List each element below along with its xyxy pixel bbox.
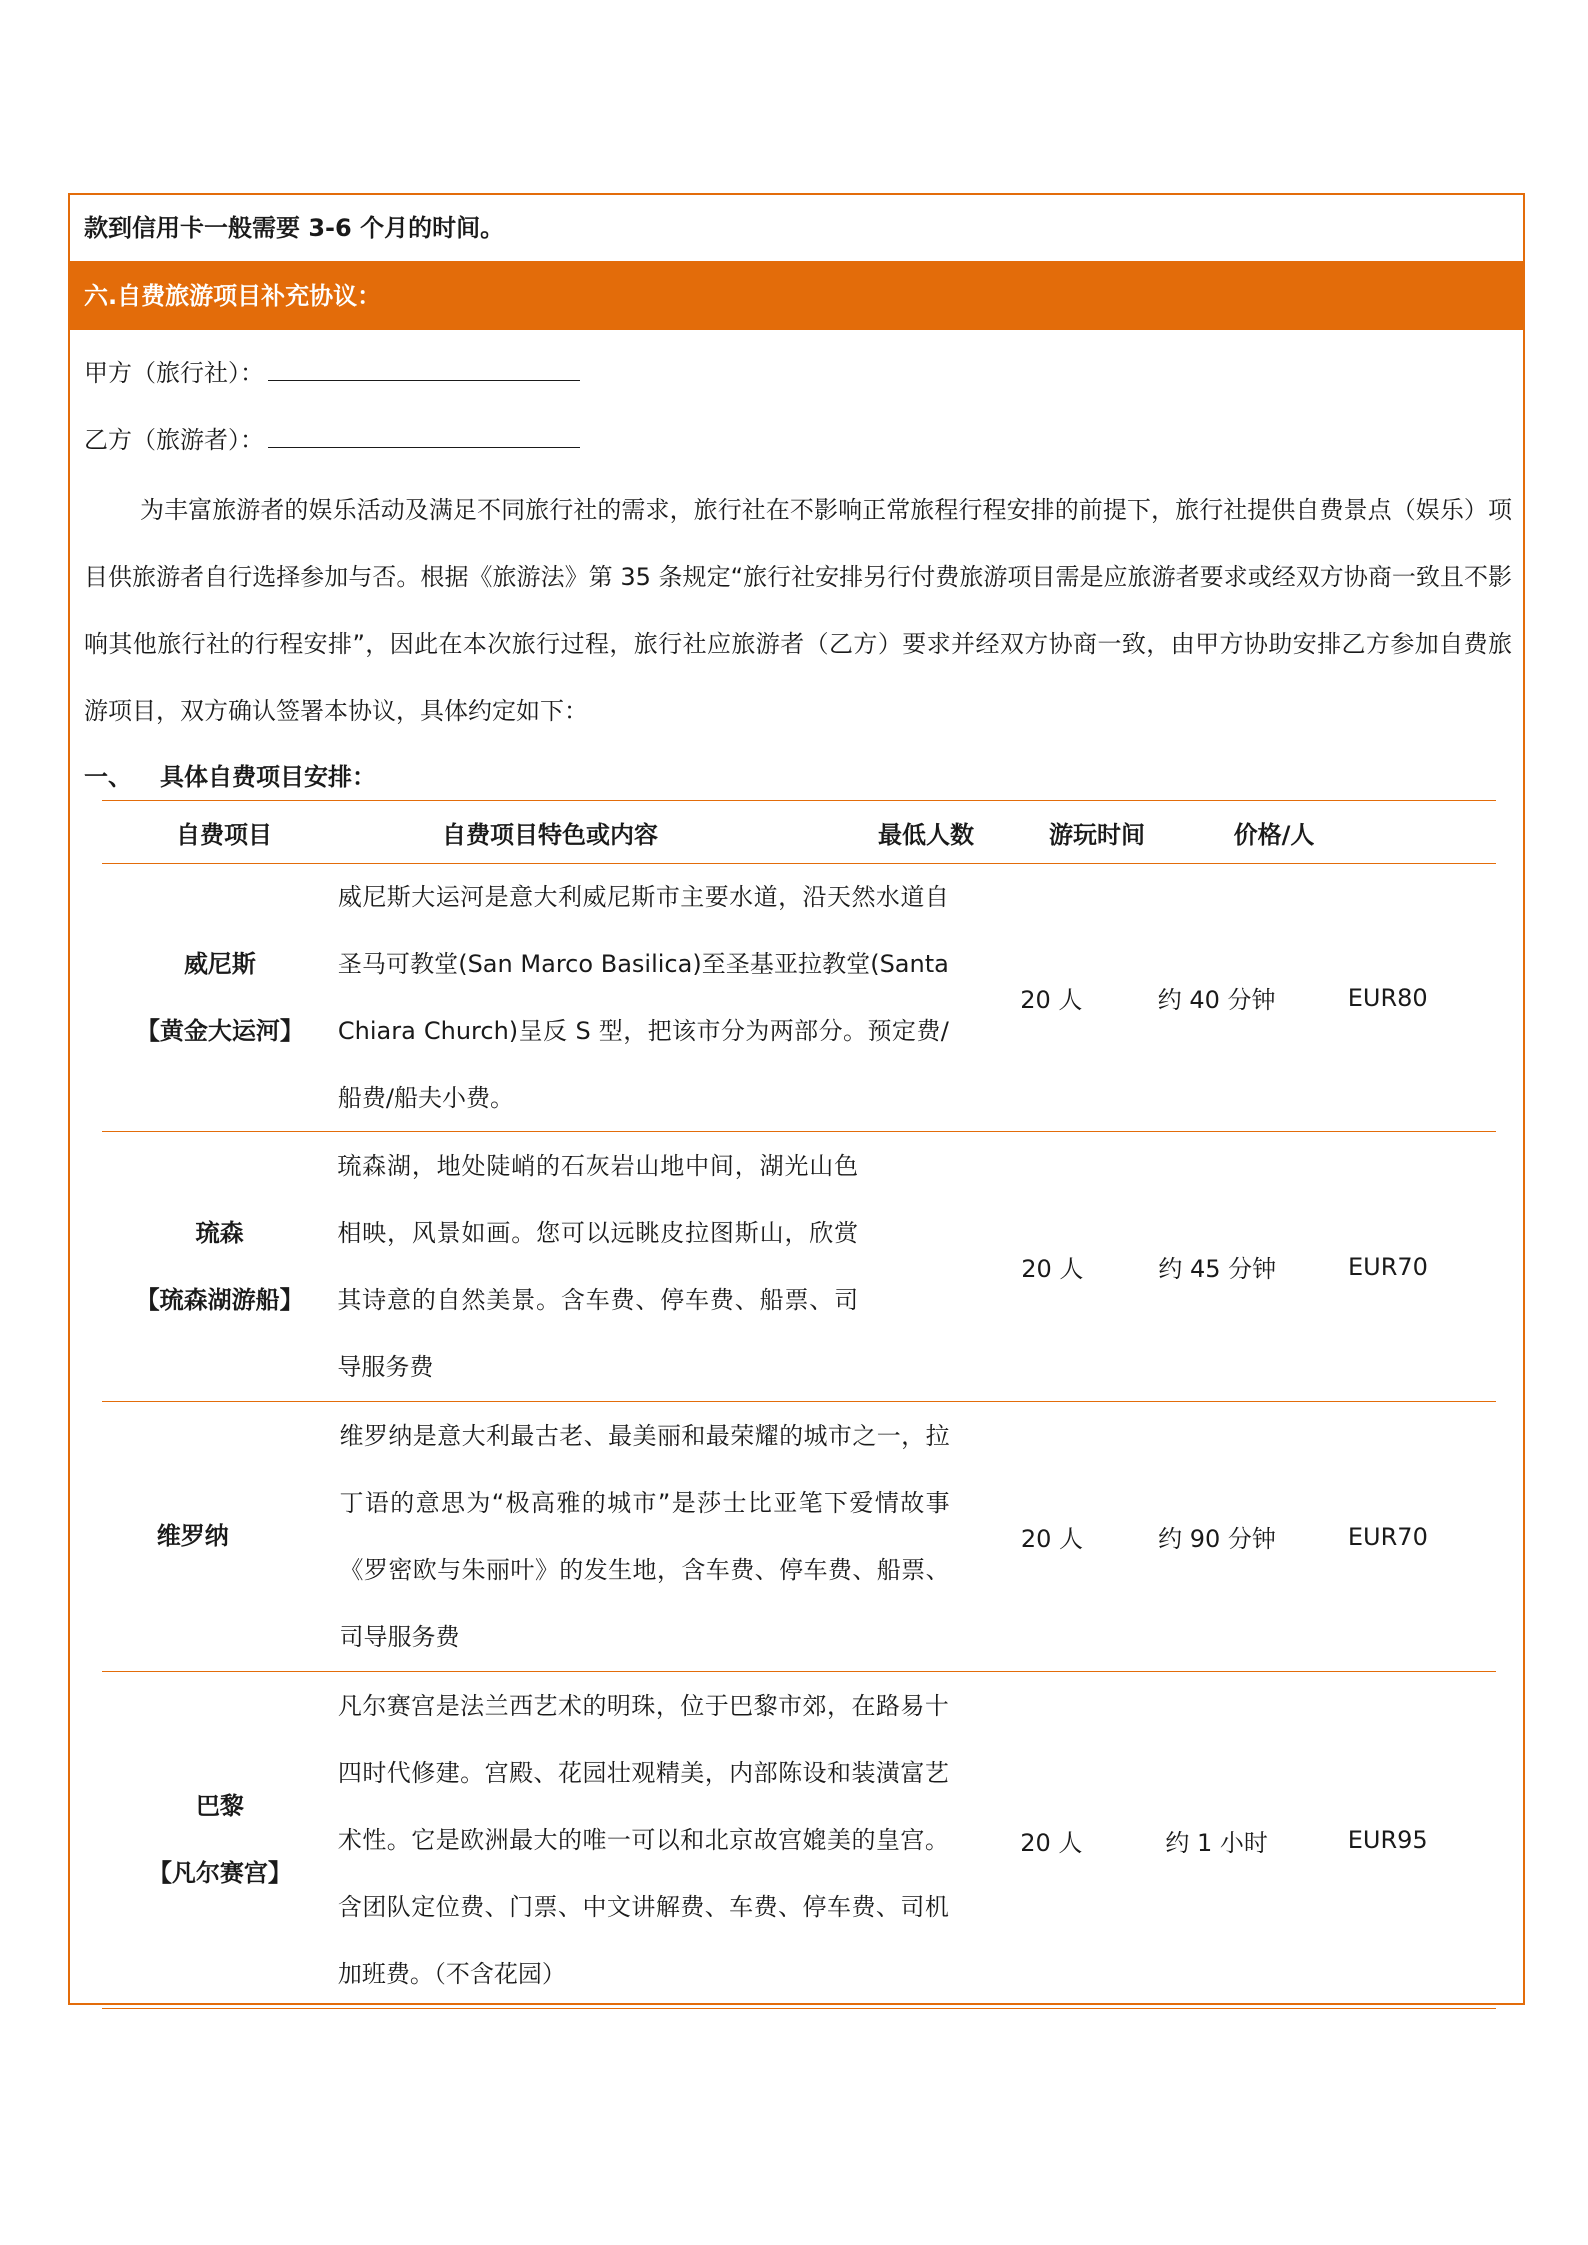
header-price: 价格/人	[1233, 820, 1315, 849]
item-name-cell	[102, 1503, 283, 1570]
item-min-people: 20 人	[1021, 1255, 1084, 1283]
item-description: 维罗纳是意大利最古老、最美丽和最荣耀的城市之一，拉丁语的意思为“极高雅的城市”是莎士比亚笔下爱情故事《罗密欧与朱丽叶》的发生地，含车费、停车费、船票、司导服务费	[339, 1421, 950, 1651]
item-name: 巴黎	[195, 1792, 244, 1820]
item-name: 维罗纳	[156, 1522, 229, 1550]
header-item: 自费项目	[176, 820, 272, 849]
item-subname: 【琉森湖游船】	[135, 1285, 304, 1314]
item-price: EUR95	[1347, 1826, 1428, 1854]
table-row	[102, 1402, 1496, 1672]
item-price: EUR70	[1348, 1252, 1428, 1281]
item-duration: 约 45 分钟	[1158, 1255, 1277, 1283]
item-name-cell	[102, 1200, 337, 1334]
table-row	[102, 1132, 1496, 1402]
item-price: EUR70	[1347, 1522, 1428, 1551]
document-frame	[68, 193, 1525, 2005]
party-b-blank	[268, 425, 580, 448]
item-min-people: 20 人	[1020, 1525, 1083, 1553]
item-name: 威尼斯	[183, 949, 256, 978]
item-min-people: 20 人	[1020, 1828, 1083, 1857]
subheading-text: 具体自费项目安排：	[160, 763, 376, 791]
item-name: 琉森	[195, 1218, 244, 1247]
subheading-number: 一、	[84, 763, 132, 791]
item-duration: 约 40 分钟	[1157, 986, 1276, 1014]
item-duration: 约 90 分钟	[1158, 1525, 1276, 1553]
item-description: 琉森湖，地处陡峭的石灰岩山地中间，湖光山色相映，风景如画。您可以远眺皮拉图斯山，欣赏其诗意的自然美景。含车费、停车费、船票、司导服务费	[337, 1151, 859, 1381]
table-row	[102, 864, 1496, 1132]
item-duration: 约 1 小时	[1165, 1828, 1268, 1857]
table-header	[102, 800, 1496, 864]
party-b-line	[84, 424, 580, 456]
intro-line: 款到信用卡一般需要 3-6 个月的时间。	[70, 195, 1523, 262]
header-min-people: 最低人数	[878, 820, 974, 849]
subheading	[84, 761, 376, 793]
party-a-blank	[268, 358, 580, 381]
item-description: 凡尔赛宫是法兰西艺术的明珠，位于巴黎市郊，在路易十四时代修建。宫殿、花园壮观精美，内部陈设和装潢富艺术性。它是欧洲最大的唯一可以和北京故宫媲美的皇宫。含团队定位费、门票、中文讲解费、车费、停车费、司机加班费。（不含花园）	[337, 1691, 949, 1988]
item-subname: 【黄金大运河】	[135, 1016, 304, 1045]
item-name-cell	[102, 931, 338, 1065]
item-price: EUR80	[1347, 983, 1428, 1012]
item-subname: 【凡尔赛宫】	[147, 1859, 292, 1887]
item-description: 威尼斯大运河是意大利威尼斯市主要水道，沿天然水道自圣马可教堂(San Marco Basilica)至圣基亚拉教堂(Santa Chiara Church)呈反 S 型，把该市分为两部分。预定费/船费/船夫小费。	[337, 882, 949, 1112]
optional-tours-table	[102, 800, 1496, 2009]
party-a-label: 甲方（旅行社）：	[84, 359, 264, 387]
item-min-people: 20 人	[1020, 986, 1083, 1014]
header-duration: 游玩时间	[1049, 820, 1145, 849]
party-b-label: 乙方（旅游者）：	[84, 426, 264, 454]
table-row	[102, 1672, 1496, 2009]
section-title: 六.自费旅游项目补充协议：	[70, 262, 1523, 330]
agreement-paragraph: 为丰富旅游者的娱乐活动及满足不同旅行社的需求，旅行社在不影响正常旅程行程安排的前提下，旅行社提供自费景点（娱乐）项目供旅游者自行选择参加与否。根据《旅游法》第 35 条规定“旅行社安排另行付费旅游项目需是应旅游者要求或经双方协商一致且不影响其他旅行社的行程安排”，因此在本次旅行过程，旅行社应旅游者（乙方）要求并经双方协商一致，由甲方协助安排乙方参加自费旅游项目，双方确认签署本协议，具体约定如下：	[84, 496, 1512, 725]
header-description: 自费项目特色或内容	[442, 820, 658, 849]
party-a-line	[84, 357, 580, 389]
item-name-cell	[102, 1773, 338, 1907]
